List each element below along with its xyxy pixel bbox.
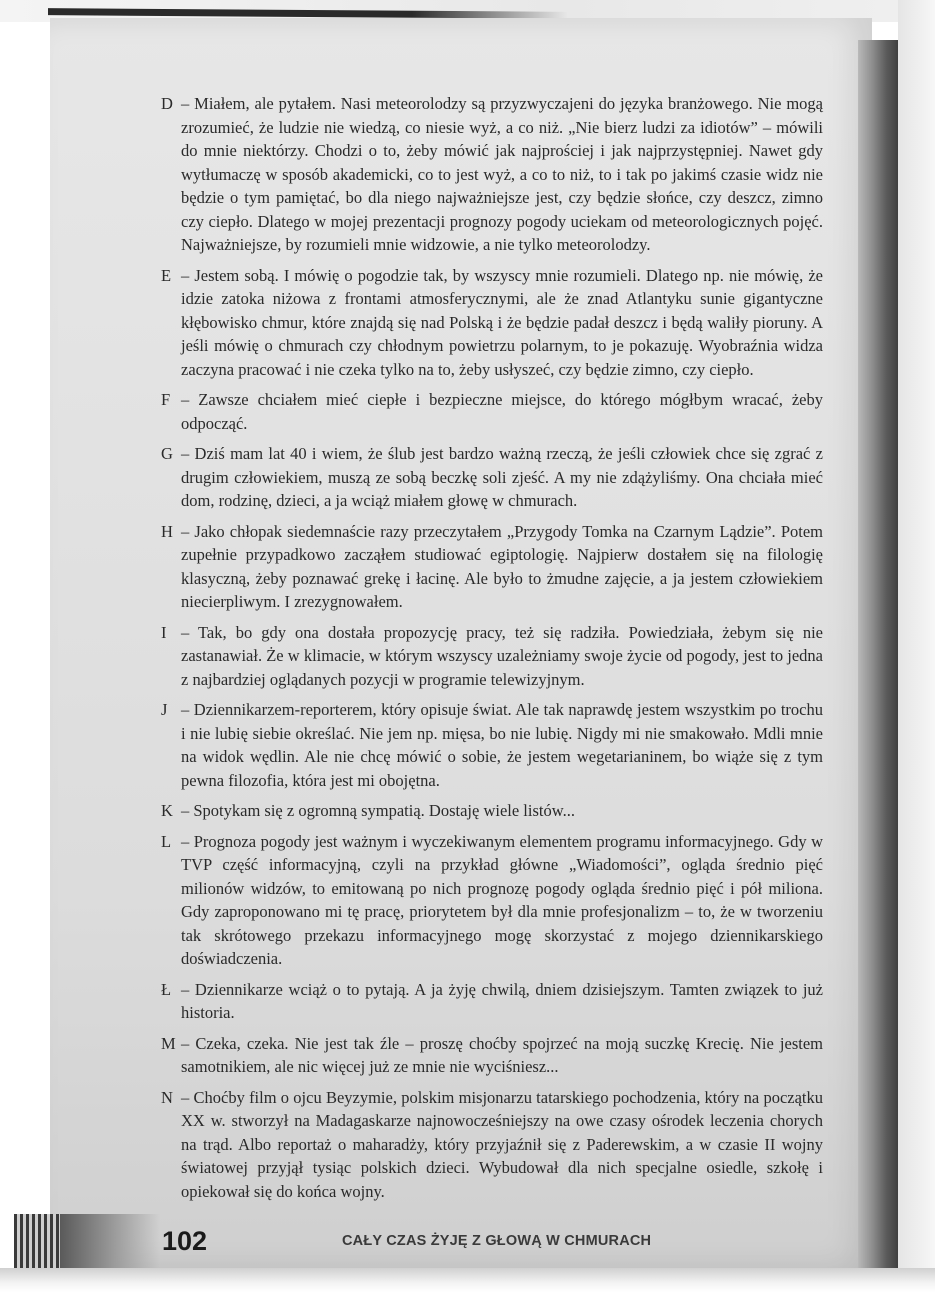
entry-letter: J [161,700,168,719]
running-title: CAŁY CZAS ŻYJĘ Z GŁOWĄ W CHMURACH [342,1233,652,1249]
bottom-edge [0,1268,935,1292]
entry [161,698,823,792]
footer-gradient-bar [60,1214,160,1268]
entry [161,92,823,257]
entry [161,621,823,692]
entry-text: – Prognoza pogody jest ważnym i wyczekiwanym elementem programu informacyjnego. Gdy w TVP część informacyjną, czyli na przykład główne „Wiadomości”, ogląda średnio pięć milionów widzów, to emitowaną po nich prognozę pogody ogląda średnio pięć i pół miliona. Gdy zaproponowano mi tę pracę, priorytetem był dla mnie profesjonalizm – to, że w tworzeniu tak skrótowego przekazu informacyjnego mogę skorzystać z mojego dziennikarskiego doświadczenia. [181,831,823,968]
entry-letter: G [161,444,173,463]
entry-text: – Jako chłopak siedemnaście razy przeczytałem „Przygody Tomka na Czarnym Lądzie”. Potem zupełnie przypadkowo zacząłem studiować egiptologię. Najpierw dostałem się na filologię klasyczną, żeby poznawać grekę i łacinę. Ale było to żmudne zajęcie, a ja jestem człowiekiem niecierpliwym. I zrezygnowałem. [181,521,823,611]
page-content [161,92,823,1210]
entry-text: – Dziennikarze wciąż o to pytają. A ja żyję chwilą, dniem dzisiejszym. Tamten związek to już historia. [181,979,823,1022]
right-margin [898,0,935,1292]
entry-text: – Jestem sobą. I mówię o pogodzie tak, by wszyscy mnie rozumieli. Dlatego np. nie mówię, że idzie zatoka niżowa z frontami atmosferycznymi, ale że znad Atlantyku sunie gigantyczne kłębowisko chmur, które znajdą się nad Polską i że będzie padał deszcz i będą waliły pioruny. A jeśli mówię o chmurach czy chłodnym powietrzu polarnym, to je pokazuję. Wyobraźnia widza zaczyna pracować i nie czeka tylko na to, żeby usłyszeć, czy będzie zimno, czy ciepło. [181,265,823,379]
entry [161,799,823,823]
book-spine [858,40,898,1275]
entry-text: – Zawsze chciałem mieć ciepłe i bezpieczne miejsce, do którego mógłbym wracać, żeby odpocząć. [181,390,823,433]
entry-letter: M [161,1033,176,1053]
entry [161,264,823,382]
entry-text: – Dziś mam lat 40 i wiem, że ślub jest bardzo ważną rzeczą, że jeśli człowiek chce się zgrać z drugim człowiekiem, muszą ze sobą beczkę soli zjeść. A my nie zdążyliśmy. Ona chciała mieć dom, rodzinę, dzieci, a ja wciąż miałem głowę w chmurach. [181,444,823,510]
footer-decoration [14,1214,60,1268]
entry-letter: N [161,1087,173,1107]
entry-letter: F [161,390,171,409]
entry-text: – Czeka, czeka. Nie jest tak źle – proszę choćby spojrzeć na moją suczkę Krecię. Nie jestem samotnikiem, ale nic więcej już ze mnie nie wyciśniesz... [181,1033,823,1076]
page-number: 102 [162,1226,208,1256]
entry [161,1032,823,1079]
entry-letter: K [161,801,173,820]
entry-text: – Tak, bo gdy ona dostała propozycję pracy, też się radziła. Powiedziała, żebym się nie zastanawiał. Że w klimacie, w którym wszyscy uzależniamy swoje życie od pogody, jest to jedna z najbardziej oglądanych pozycji w programie telewizyjnym. [181,622,823,689]
entry [161,442,823,513]
entry-letter: I [161,622,167,642]
entry-letter: Ł [161,979,172,999]
entry [161,830,823,971]
entry [161,978,823,1025]
entry [161,388,823,435]
entry-text: – Miałem, ale pytałem. Nasi meteorolodzy są przyzwyczajeni do języka branżowego. Nie mogą zrozumieć, że ludzie nie wiedzą, co niesie wyż, a co niż. „Nie bierz ludzi za idiotów” – mówili do mnie niektórzy. Chodzi o to, żeby mówić jak najprościej i jak najprzystępniej. Nawet gdy wytłumaczę w sposób akademicki, co to jest wyż, a co to niż, to i tak po jakimś czasie widz nie będzie o tym pamiętać, bo dla niego najważniejsze jest, czy będzie słońce, czy deszcz, zimno czy ciepło. Dlatego w mojej prezentacji prognozy pogody uciekam od meteorologicznych pojęć. Najważniejsze, by rozumieli mnie widzowie, a nie tylko meteorolodzy. [181,94,823,254]
entry [161,1086,823,1204]
entry-text: – Choćby film o ojcu Beyzymie, polskim misjonarzu tatarskiego pochodzenia, który na początku XX w. stworzył na Madagaskarze najnowocześniejszy na owe czasy ośrodek leczenia chorych na trąd. Albo reportaż o maharadży, który przyjaźnił się z Paderewskim, a w czasie II wojny światowej przyjął tysiąc polskich dzieci. Wybudował dla nich specjalne osiedle, szkołę i opiekował się do końca wojny. [181,1087,823,1201]
entry-text: – Spotykam się z ogromną sympatią. Dostaję wiele listów... [181,801,575,820]
entry-letter: E [161,265,172,285]
entry-text: – Dziennikarzem-reporterem, który opisuje świat. Ale tak naprawdę jestem wszystkim po trochu i nie lubię siebie określać. Nie jem np. mięsa, bo nie lubię. Nigdy mi nie smakowało. Mdli mnie na widok wędlin. Ale nie chcę mówić o sobie, że jestem wegetarianinem, bo wiąże się z tym pewna filozofia, która jest mi obojętna. [181,700,823,790]
entry-letter: D [161,94,173,113]
entry-letter: H [161,521,173,541]
entry-letter: L [161,831,172,851]
entry [161,520,823,614]
